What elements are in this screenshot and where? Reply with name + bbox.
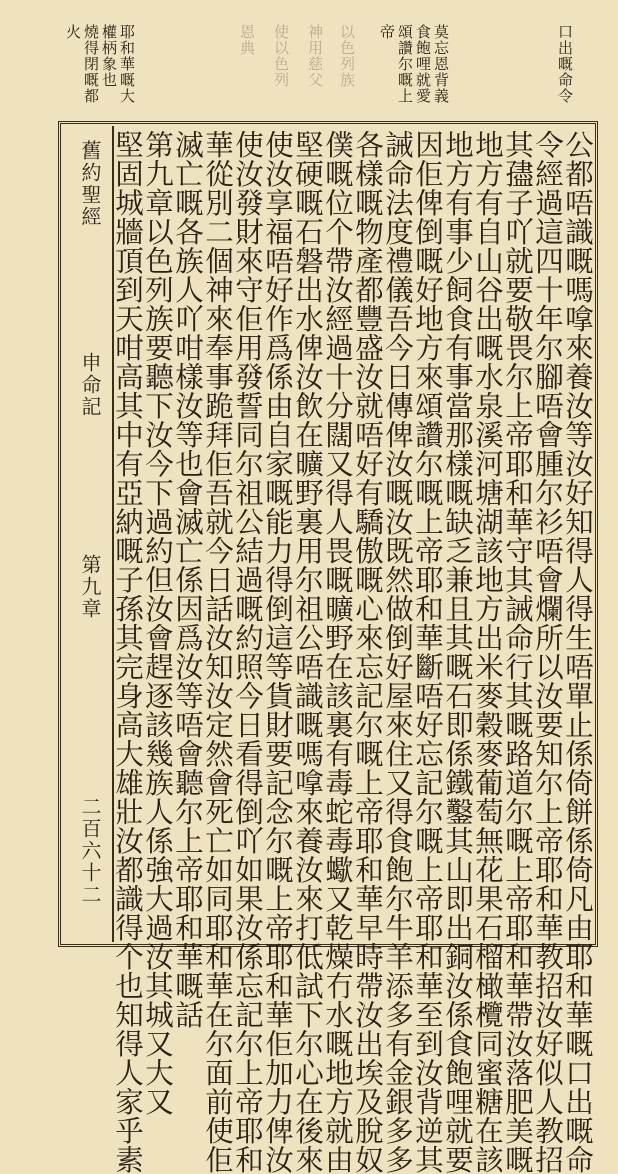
header-note-line: 火 xyxy=(64,24,82,40)
header-note-line: 莫忘恩背義 xyxy=(432,24,450,104)
text-column: 因佢俾倒嘅好地方來頌讚尔嘅上帝耶和華斷唔好忘記尔嘅上帝耶和華至到汝背逆其 xyxy=(411,130,444,1174)
header-note-line: 以色列族 xyxy=(338,24,356,88)
text-column: 其孻子吖就要敬畏尔上帝耶和華守其誡命行其嘅路道尔嘅上帝耶和華帶汝落肥美嘅 xyxy=(501,130,534,1174)
text-column: 使汝享福唔好作爲係由自家嘅能力得倒這等貨財要記念尔嘅上帝耶和華佢加力俾汝 xyxy=(261,130,294,1174)
text-column: 堅硬嘅石磐出水俾汝飲在曠野裏用尔祖公唔識嘅嗎嗱來養汝來打低試下尔心在後來 xyxy=(291,130,324,1174)
header-note-line: 口出嘅命令 xyxy=(556,24,574,104)
text-column: 使汝發財來守佢用發誓同尔祖公結過嘅約照今日看得倒吖如果汝係忘記尔上帝耶和 xyxy=(231,130,264,1174)
book-title: 舊約聖經 xyxy=(78,140,102,228)
header-note-line: 燒得閉嘅都 xyxy=(82,24,100,104)
header-note-line: 神用慈父 xyxy=(306,24,324,88)
header-note-line: 使以色列 xyxy=(272,24,290,88)
text-column: 華從別二個神來奉事跪拜佢吾就今日話汝知汝定然會死亡如同耶和華在尔面前使佢 xyxy=(201,130,234,1174)
header-note-line: 頌讚尔嘅上 xyxy=(396,24,414,104)
chapter-label: 第九章 xyxy=(78,554,102,620)
text-column: 地方有事少飼食有事當那樣嘅缺乏兼且其嘅石即係鐵鑿其山即出銅汝係食飽哩就要 xyxy=(441,130,474,1174)
text-column: 滅亡嘅各族人吖咁樣汝等也會滅亡係因爲汝等唔會聽尔上帝耶和華嘅話 xyxy=(171,130,204,1029)
text-column: 地方有自山谷出嘅水泉溪河塘湖該地方出米麥穀麥葡萄無花果石榴橄欖同蜜糖在該 xyxy=(471,130,504,1174)
text-column: 令經過這四十年尔腳唔會腫尔衫唔會爛所以汝要知尔上帝耶和華教招汝好似人教招 xyxy=(531,130,564,1174)
header-note-line: 權柄象也 xyxy=(100,24,118,88)
text-column: 公都唔識嘅嗎嗱來養汝等汝好知得人得生唔單止係倚餅係倚凡由耶和華嘅口出嘅命 xyxy=(561,130,594,1174)
page-number: 二百六十二 xyxy=(78,796,102,906)
text-column: 僕嘅位个帶汝經過十分闊又得人畏嘅曠野在該裏有毒蛇毒蠍又乾燥冇水嘅地方就由 xyxy=(321,130,354,1174)
header-note-line: 耶和華嘅大 xyxy=(118,24,136,104)
book-name: 申命記 xyxy=(78,352,102,418)
header-note-right xyxy=(556,24,573,114)
text-column: 第九章以色列族要聽下汝今下過約但汝會趕逐該幾族人係強大過汝其城又大又 xyxy=(141,130,174,1116)
running-title-spine xyxy=(66,126,114,942)
header-note-line: 帝 xyxy=(378,24,396,40)
text-column: 堅固城牆頂到天咁高其中有亞納嘅子孫其完身高大雄壯汝都識得个也知得人家乎素 xyxy=(111,130,144,1174)
text-column: 各樣嘅物產都豐盛汝就唔好有驕傲嘅心來忘記尔嘅上帝耶和華早時帶汝出埃及脫奴 xyxy=(351,130,384,1174)
text-column: 誡命法度禮儀吾今日傳俾汝嘅汝既然做倒好屋來住又得食飽尔牛羊添多有金銀多多 xyxy=(381,130,414,1174)
header-note-line: 食飽哩就愛 xyxy=(414,24,432,104)
scripture-body xyxy=(111,130,594,1174)
header-note-line: 恩典 xyxy=(238,24,256,56)
